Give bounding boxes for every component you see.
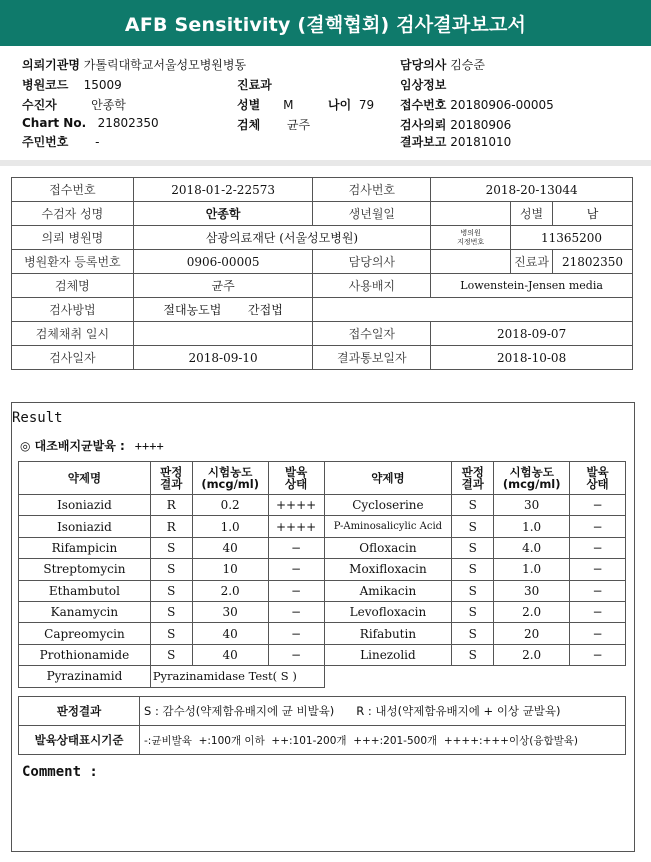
- table-cell: Isoniazid: [19, 495, 151, 516]
- info-test-date-label: 검사일자: [12, 346, 134, 370]
- table-cell: −: [268, 623, 324, 644]
- table-row: [19, 580, 626, 601]
- table-cell: Ofloxacin: [324, 537, 452, 558]
- info-doctor-label: 담당의사: [313, 250, 431, 274]
- table-cell: S: [452, 580, 494, 601]
- info-receive-date-label: 접수일자: [313, 322, 431, 346]
- table-cell: Streptomycin: [19, 559, 151, 580]
- info-sex: 남: [553, 202, 633, 226]
- header-specimen: 검체 균주: [237, 118, 311, 132]
- info-medium: Lowenstein-Jensen media: [431, 274, 633, 298]
- table-cell: ++++: [268, 495, 324, 516]
- header-clinical-info: 임상정보: [400, 78, 447, 92]
- table-cell: S: [452, 623, 494, 644]
- info-test-date: 2018-09-10: [133, 346, 313, 370]
- table-cell: 30: [494, 580, 570, 601]
- info-designation: 11365200: [511, 226, 633, 250]
- section-divider: [0, 160, 651, 166]
- table-cell: Rifampicin: [19, 537, 151, 558]
- table-cell: −: [268, 601, 324, 622]
- info-medium-label: 사용배지: [313, 274, 431, 298]
- header-institution: 의뢰기관명 가톨릭대학교서울성모병원병동: [22, 58, 247, 72]
- table-cell: −: [268, 559, 324, 580]
- table-cell: S: [452, 559, 494, 580]
- info-hospital-label: 의뢰 병원명: [12, 226, 134, 250]
- info-specimen: 균주: [133, 274, 313, 298]
- table-cell: −: [570, 537, 626, 558]
- table-cell: −: [570, 516, 626, 537]
- table-row: [19, 495, 626, 516]
- info-method-label: 검사방법: [12, 298, 134, 322]
- table-cell: Prothionamide: [19, 644, 151, 665]
- table-cell: S: [452, 537, 494, 558]
- header-department: 진료과: [237, 78, 272, 92]
- table-cell: −: [570, 601, 626, 622]
- table-row: [19, 516, 626, 537]
- table-cell: S: [150, 644, 192, 665]
- drug-susceptibility-table: [18, 461, 626, 688]
- col-drug-2: 약제명: [324, 462, 452, 495]
- col-judge-2: 판정 결과: [452, 462, 494, 495]
- table-cell: 1.0: [494, 559, 570, 580]
- table-cell: 40: [192, 644, 268, 665]
- judge-legend-label: 판정결과: [19, 697, 140, 726]
- header-request-date: 검사의뢰 20180906: [400, 118, 512, 132]
- table-cell: 40: [192, 623, 268, 644]
- info-test-no-label: 검사번호: [313, 178, 431, 202]
- table-cell: Amikacin: [324, 580, 452, 601]
- pza-row: [19, 666, 626, 687]
- culture-growth: ◎ 대조배지균발육 : ++++: [20, 439, 164, 453]
- table-cell: 2.0: [494, 644, 570, 665]
- header-age: 나이 79: [328, 98, 375, 112]
- table-cell: −: [570, 623, 626, 644]
- info-receipt-no-label: 접수번호: [12, 178, 134, 202]
- info-specimen-label: 검체명: [12, 274, 134, 298]
- info-method-blank: [313, 298, 633, 322]
- table-cell: −: [570, 559, 626, 580]
- col-conc: 시험농도 (mcg/ml): [192, 462, 268, 495]
- table-cell: S: [150, 601, 192, 622]
- result-title: Result: [12, 410, 63, 426]
- report-title: AFB Sensitivity (결핵협회) 검사결과보고서: [0, 0, 651, 46]
- pza-drug: Pyrazinamid: [19, 666, 151, 687]
- table-cell: 4.0: [494, 537, 570, 558]
- header-doctor: 담당의사 김승준: [400, 58, 485, 72]
- table-cell: S: [150, 580, 192, 601]
- table-cell: S: [452, 495, 494, 516]
- header-chart-no: Chart No. 21802350: [22, 116, 159, 130]
- table-cell: 0.2: [192, 495, 268, 516]
- table-row: [19, 537, 626, 558]
- table-cell: S: [150, 537, 192, 558]
- info-dept-label: 진료과: [511, 250, 553, 274]
- info-doctor: [431, 250, 511, 274]
- table-cell: Ethambutol: [19, 580, 151, 601]
- table-cell: S: [150, 623, 192, 644]
- table-cell: S: [150, 559, 192, 580]
- info-notify-date-label: 결과통보일자: [313, 346, 431, 370]
- info-dept: 21802350: [553, 250, 633, 274]
- table-row: [19, 601, 626, 622]
- table-cell: Isoniazid: [19, 516, 151, 537]
- col-growth-2: 발육 상태: [570, 462, 626, 495]
- table-cell: Moxifloxacin: [324, 559, 452, 580]
- header-resident-no: 주민번호 -: [22, 135, 100, 149]
- table-cell: Rifabutin: [324, 623, 452, 644]
- pza-blank: [324, 666, 625, 687]
- header-report-date: 결과보고 20181010: [400, 135, 512, 149]
- info-method: 절대농도법 간접법: [133, 298, 313, 322]
- info-registration-label: 병원환자 등록번호: [12, 250, 134, 274]
- info-collect-date: [133, 322, 313, 346]
- growth-legend: -:균비발육 +:100개 이하 ++:101-200개 +++:201-500개 ++++:+++이상(융합발육): [140, 726, 626, 755]
- info-birth: [431, 202, 511, 226]
- header-receipt-no: 접수번호 20180906-00005: [400, 98, 554, 112]
- info-patient-name: 안종학: [133, 202, 313, 226]
- info-birth-label: 생년월일: [313, 202, 431, 226]
- table-cell: S: [452, 644, 494, 665]
- table-cell: Cycloserine: [324, 495, 452, 516]
- legend-table: [18, 696, 626, 755]
- patient-info-table: [11, 177, 633, 370]
- table-cell: R: [150, 495, 192, 516]
- table-cell: −: [570, 495, 626, 516]
- table-cell: 30: [494, 495, 570, 516]
- info-hospital: 삼광의료재단 (서울성모병원): [133, 226, 430, 250]
- info-notify-date: 2018-10-08: [431, 346, 633, 370]
- table-cell: Capreomycin: [19, 623, 151, 644]
- table-cell: −: [570, 644, 626, 665]
- table-cell: −: [268, 537, 324, 558]
- info-receive-date: 2018-09-07: [431, 322, 633, 346]
- table-row: [19, 559, 626, 580]
- header-sex: 성별 M: [237, 98, 294, 112]
- table-cell: −: [570, 580, 626, 601]
- table-cell: 40: [192, 537, 268, 558]
- comment-label: Comment :: [22, 764, 98, 780]
- table-cell: 2.0: [192, 580, 268, 601]
- table-row: [19, 623, 626, 644]
- table-cell: R: [150, 516, 192, 537]
- table-cell: −: [268, 580, 324, 601]
- header-patient: 수진자 안종학: [22, 98, 126, 112]
- info-receipt-no: 2018-01-2-22573: [133, 178, 313, 202]
- col-judge: 판정 결과: [150, 462, 192, 495]
- info-registration: 0906-00005: [133, 250, 313, 274]
- col-growth: 발육 상태: [268, 462, 324, 495]
- table-cell: 10: [192, 559, 268, 580]
- info-collect-date-label: 검체채취 일시: [12, 322, 134, 346]
- col-conc-2: 시험농도 (mcg/ml): [494, 462, 570, 495]
- table-cell: 2.0: [494, 601, 570, 622]
- table-cell: 20: [494, 623, 570, 644]
- growth-legend-label: 발육상태표시기준: [19, 726, 140, 755]
- info-test-no: 2018-20-13044: [431, 178, 633, 202]
- table-cell: ++++: [268, 516, 324, 537]
- table-cell: −: [268, 644, 324, 665]
- table-cell: 30: [192, 601, 268, 622]
- table-cell: Kanamycin: [19, 601, 151, 622]
- table-cell: S: [452, 601, 494, 622]
- table-cell: Levofloxacin: [324, 601, 452, 622]
- info-designation-label: 병의원 지정번호: [431, 226, 511, 250]
- info-sex-label: 성별: [511, 202, 553, 226]
- col-drug: 약제명: [19, 462, 151, 495]
- table-cell: P-Aminosalicylic Acid: [324, 516, 452, 537]
- info-patient-name-label: 수검자 성명: [12, 202, 134, 226]
- table-cell: 1.0: [494, 516, 570, 537]
- judge-legend: S : 감수성(약제함유배지에 균 비발육) R : 내성(약제함유배지에 + 이상 균발육): [140, 697, 626, 726]
- table-cell: S: [452, 516, 494, 537]
- pza-test: Pyrazinamidase Test( S ): [150, 666, 324, 687]
- table-cell: Linezolid: [324, 644, 452, 665]
- table-cell: 1.0: [192, 516, 268, 537]
- header-hospital-code: 병원코드 15009: [22, 78, 122, 92]
- table-row: [19, 644, 626, 665]
